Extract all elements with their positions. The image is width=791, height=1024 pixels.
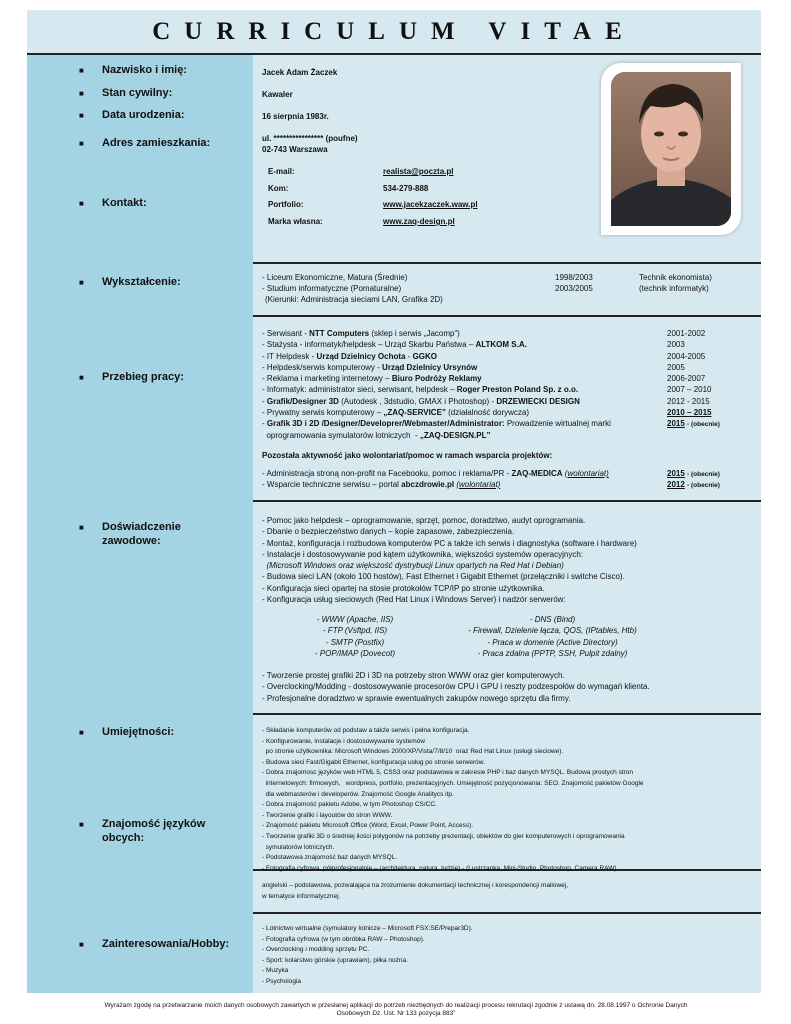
skill-item: dla webmasterów i developerów. Znajomość Google Analitycs itp. [262, 790, 454, 798]
language-item: angielski – podstawowa, pozwalająca na zrozumienie dokumentacji technicznej i korespondencji mailowej, [262, 882, 569, 889]
section-divider [253, 315, 761, 317]
experience-list-2 [262, 670, 650, 704]
language-item: w tematyce informatycznej. [262, 892, 341, 900]
experience-item: - Overclocking/Modding - dostosowywanie procesorów CPU i GPU i reszty podzespołów do wymagań klienta. [262, 682, 650, 692]
bullet-icon: ■ [79, 523, 84, 532]
skill-item: symulatorów lotniczych. [262, 843, 335, 851]
work-list [262, 328, 611, 441]
volunteer-heading: Pozostała aktywność jako wolontariat/pomoc w ramach wsparcia projektów: [262, 451, 553, 460]
label-hobby: Zainteresowania/Hobby: [102, 938, 230, 950]
work-year: 2006-2007 [667, 374, 706, 384]
services-left [280, 614, 430, 659]
brand-link[interactable]: www.zaq-design.pl [383, 217, 455, 226]
hobby-item: - Overclocking i modding sprzętu PC. [262, 946, 370, 954]
experience-item: - Konfiguracja sieci opartej na stosie protokołów TCP/IP po stronie użytkownika. [262, 583, 545, 593]
experience-item: - Dbanie o bezpieczeństwo danych – kopie zapasowe, zabezpieczenia. [262, 527, 515, 537]
experience-item: - Profesjonalne doradztwo w sprawie ewentualnych zakupów nowego sprzętu dla firmy. [262, 693, 571, 703]
birth-value: 16 sierpnia 1983r. [262, 112, 329, 121]
service-item: - POP/IMAP (Dovecot) [314, 648, 396, 658]
section-divider [253, 500, 761, 502]
label-skills: Umiejętności: [102, 726, 175, 738]
experience-item: - Montaż, konfiguracja i rozbudowa komputerów PC a także ich serwis i diagnostyka (software i hardware) [262, 538, 637, 548]
address-line-1: ul. **************** (poufne) [262, 134, 358, 143]
work-years [667, 328, 720, 430]
experience-item: - Konfiguracja usług sieciowych (Red Hat Linux i Windows Server) i nadzór serwerów: [262, 595, 566, 605]
work-item: - Stażysta - informatyk/helpdesk – Urząd Skarbu Państwa – ALTKOM S.A. [262, 340, 527, 350]
profile-photo [611, 72, 731, 226]
education-years: 2003/2005 [555, 284, 593, 293]
skills-list [262, 726, 644, 874]
skill-item: - Fotografia cyfrowa, półprofesjonalnie – (architektura, natura, ludzie) - (Lustrzanka, Mini-Studio, Photoshop, Camera RAW) [262, 864, 617, 872]
gdpr-consent-footer [60, 1002, 732, 1018]
skill-item: internetowych: firmowych, wordpress, portfolio, prezentacyjnych. Umiejętność pozycjonowania: SEO. Znajomość pakietów Google [262, 779, 644, 787]
skill-item: - Składanie komputerów od podstaw a także serwis i pełna konfiguracja. [262, 727, 470, 734]
label-contact: Kontakt: [102, 197, 147, 209]
portfolio-label: Portfolio: [268, 200, 304, 209]
skill-item: - Tworzenie grafiki 3D o średniej ilości polygonów na potrzeby prezentacji, obiektów do gier komputerowych i oprogramowania [262, 832, 625, 840]
work-item: - Informatyk: administrator sieci, serwisant, helpdesk – Roger Preston Poland Sp. z o.o. [262, 385, 579, 395]
work-year: 2010 – 2015 [667, 408, 712, 418]
work-item: - IT Helpdesk - Urząd Dzielnicy Ochota - GGKO [262, 351, 438, 361]
education-note: (Kierunki: Administracja sieciami LAN, Grafika 2D) [265, 295, 443, 304]
education-school: - Studium informatyczne (Pomaturalne) [262, 284, 402, 293]
experience-list [262, 515, 637, 605]
service-item: - SMTP (Postfix) [325, 637, 385, 647]
bullet-icon: ■ [79, 728, 84, 737]
label-education: Wykształcenie: [102, 276, 181, 288]
hobby-item: - Psychologia [262, 977, 302, 985]
service-item: - FTP (Vsftpd, IIS) [322, 626, 388, 636]
experience-item: - Tworzenie prostej grafiki 2D i 3D na potrzeby stron WWW oraz gier komputerowych. [262, 671, 565, 680]
bullet-icon: ■ [79, 940, 84, 949]
address-line-2: 02-743 Warszawa [262, 145, 328, 154]
volunteer-year: 2015 - (obecnie) [667, 469, 720, 478]
bullet-icon: ■ [79, 139, 84, 148]
skill-item: - Znajomość pakietu Microsoft Office (Word, Excel, Power Point, Access). [262, 822, 474, 830]
phone-label: Kom: [268, 184, 289, 193]
work-item: oprogramowania symulatorów lotniczych - „ZAQ-DESIGN.PL” [262, 430, 491, 440]
email-link[interactable]: realista@poczta.pl [383, 167, 454, 176]
skill-item: - Dobra znajomość pakietu Adobe, w tym Photoshop CS/CC. [262, 801, 437, 809]
service-item: - Firewall, Dzielenie łącza, QOS, (IPtables, Htb) [468, 626, 637, 636]
hobby-item: - Muzyka [262, 967, 289, 975]
volunteer-item: - Wsparcie techniczne serwisu – portal abczdrowie.pl (wolontariat) [262, 480, 501, 489]
bullet-icon: ■ [79, 66, 84, 75]
label-address: Adres zamieszkania: [102, 137, 211, 149]
skill-item: - Dobra znajomosc języków web HTML 5, CSS3 oraz podstawowa w zakresie PHP i baz danych MYSQL. Budowa prostych stron [262, 769, 634, 777]
label-work: Przebieg pracy: [102, 371, 184, 383]
hobby-item: - Fotografia cyfrowa (w tym obróbka RAW – Photoshop). [262, 935, 425, 943]
education-title: Technik ekonomista) [639, 273, 712, 282]
service-item: - DNS (Bind) [529, 615, 576, 624]
skill-item: - Budowa sieci Fast/Gigabit Ethernet, konfiguracja usług po stronie serwerów. [262, 758, 485, 766]
services-right [450, 614, 655, 659]
bullet-icon: ■ [79, 278, 84, 287]
education-school: - Liceum Ekonomiczne, Matura (Średnie) [262, 273, 408, 282]
experience-item: (Microsoft Windows oraz większość dystrybucji Linux opartych na Red Hat i Debian) [262, 561, 564, 571]
education-title: (technik informatyk) [639, 284, 709, 293]
hobby-list [262, 924, 473, 988]
label-experience: Doświadczenie zawodowe: [102, 521, 181, 547]
page-title: CURRICULUM VITAE [152, 18, 636, 45]
work-item: - Reklama i marketing internetowy – Biuro Podróży Reklamy [262, 374, 482, 384]
work-item: - Helpdesk/serwis komputerowy - Urząd Dzielnicy Ursynów [262, 362, 478, 372]
skill-item: po stronie użytkownika: Microsoft Windows 2000/XP/Vista/7/8/10 oraz Red Hat Linux (usługi sieciowe). [262, 748, 564, 756]
email-label: E-mail: [268, 167, 295, 176]
work-year: 2004-2005 [667, 351, 706, 361]
service-item: - WWW (Apache, IIS) [316, 615, 394, 624]
bullet-icon: ■ [79, 820, 84, 829]
skill-item: - Podstawowa znajomość baz danych MYSQL. [262, 854, 398, 862]
work-item: - Serwisant - NTT Computers (sklep i serwis „Jacomp”) [262, 329, 460, 338]
education-years: 1998/2003 [555, 273, 593, 282]
service-item: - Praca zdalna (PPTP, SSH, Pulpit zdalny) [477, 648, 628, 658]
hobby-item: - Sport: kolarstwo górskie (uprawiam), piłka nożna. [262, 956, 408, 964]
bullet-icon: ■ [79, 89, 84, 98]
experience-item: - Instalacje i dostosowywanie pod kątem użytkownika, większości systemów operacyjnych: [262, 549, 584, 559]
section-divider [253, 262, 761, 264]
work-year: 2003 [667, 340, 685, 350]
status-value: Kawaler [262, 90, 293, 99]
section-divider [253, 912, 761, 914]
work-item: - Prywatny serwis komputerowy – „ZAQ-SERVICE” (działalność dorywcza) [262, 408, 530, 418]
section-divider [253, 713, 761, 715]
work-year: 2001-2002 [667, 329, 706, 338]
experience-item: - Budowa sieci LAN (około 100 hostów), Fast Ethernet i Gigabit Ethernet (przełączniki i switche Cisco). [262, 572, 625, 582]
phone-value: 534-279-888 [383, 184, 429, 193]
volunteer-item: - Administracja stroną non-profit na Facebooku, pomoc i reklama/PR - ZAQ-MEDICA (wolontariat) [262, 469, 609, 478]
bullet-icon: ■ [79, 373, 84, 382]
volunteer-year: 2012 - (obecnie) [667, 480, 720, 489]
skill-item: - Tworzenie grafiki i layoutów do stron WWW. [262, 811, 393, 819]
footer-line: Wyrażam zgodę na przetwarzanie moich danych osobowych zawartych w przesłanej aplikacji do potrzeb niezbędnych do realizacji procesu rekrutacji zgodnie z ustawą dn. 28.08.1997 o Ochronie Danych [104, 1002, 688, 1009]
languages-list [262, 881, 568, 902]
name-value: Jacek Adam Żaczek [262, 68, 338, 77]
bullet-icon: ■ [79, 199, 84, 208]
experience-item: - Pomoc jako helpdesk – oprogramowanie, sprzęt, pomoc, doradztwo, audyt oprogramania. [262, 516, 586, 525]
brand-label: Marka własna: [268, 217, 323, 226]
label-languages: Znajomość języków obcych: [102, 818, 206, 844]
label-name: Nazwisko i imię: [102, 64, 187, 76]
work-year: 2005 [667, 362, 685, 372]
work-year: 2012 - 2015 [667, 396, 710, 406]
label-birth: Data urodzenia: [102, 109, 185, 121]
bullet-icon: ■ [79, 111, 84, 120]
label-status: Stan cywilny: [102, 87, 173, 99]
portfolio-link[interactable]: www.jacekzaczek.waw.pl [383, 200, 478, 209]
footer-line: Osobowych Dz. Ust. Nr 133 pozycja 883” [336, 1010, 456, 1017]
work-year-current: 2015 - (obecnie) [667, 419, 720, 429]
hobby-item: - Lotnictwo wirtualne (symulatory lotnicze – Microsoft FSX:SE/Prepar3D). [262, 925, 473, 932]
service-item: - Praca w domenie (Active Directory) [487, 637, 618, 647]
work-item: - Grafik 3D i 2D /Designer/Developrer/Webmaster/Administrator: Prowadzenie wirtualnej marki [262, 419, 611, 429]
work-year: 2007 – 2010 [667, 385, 712, 395]
skill-item: - Konfigurowanie, instalacje i dostosowywanie systemów [262, 737, 425, 745]
work-item: - Grafik/Designer 3D (Autodesk , 3dstudio, GMAX i Photoshop) - DRZEWIECKI DESIGN [262, 396, 580, 406]
